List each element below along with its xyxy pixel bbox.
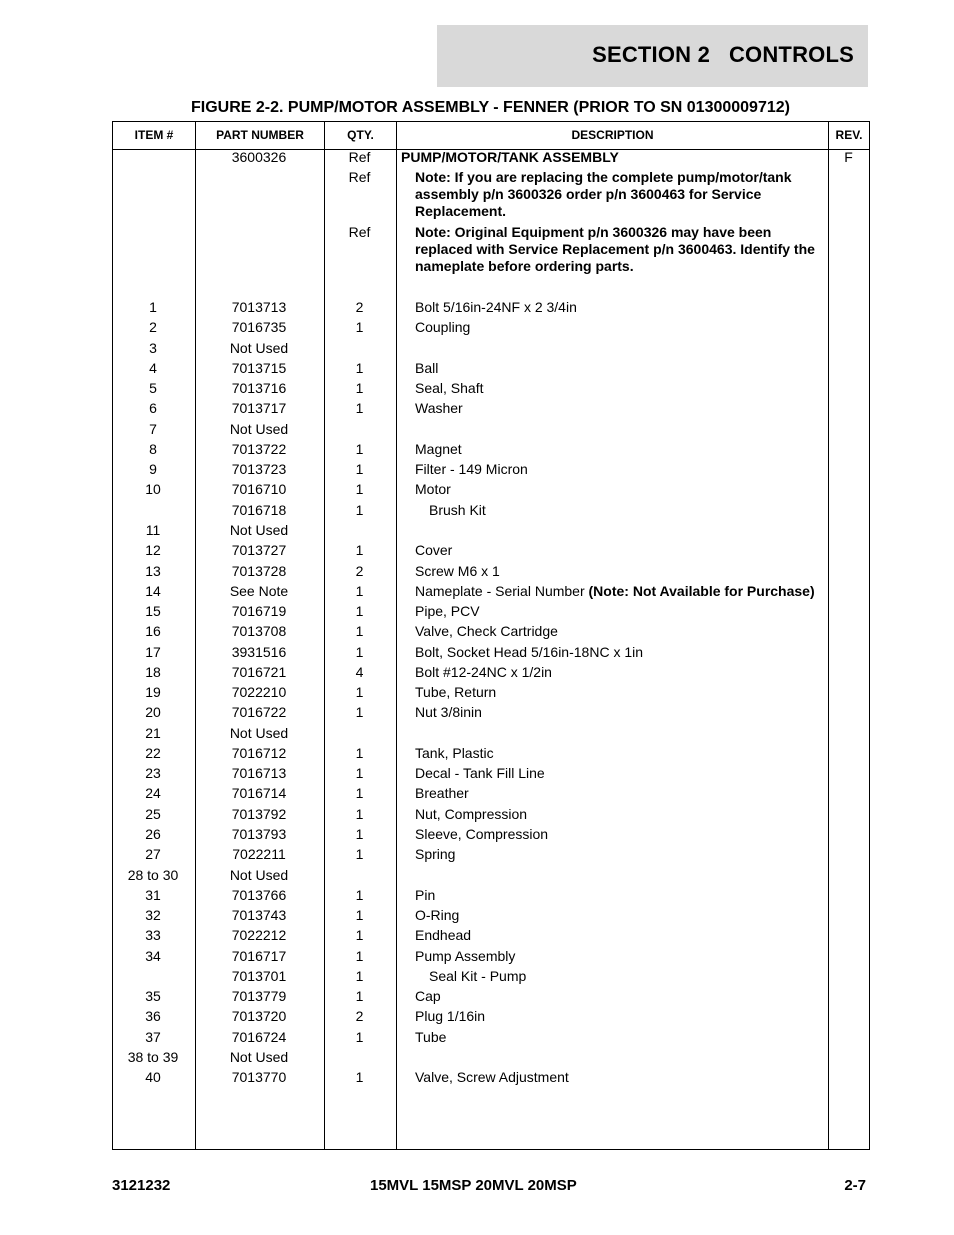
item-number: 7	[149, 421, 157, 437]
item-number: 20	[145, 704, 161, 720]
part-number: See Note	[229, 583, 289, 599]
description-text: Motor	[415, 481, 451, 497]
description	[415, 542, 825, 558]
part-number: 7013701	[231, 968, 287, 984]
part-number: 7016735	[231, 319, 287, 335]
footer-page-number: 2-7	[844, 1177, 866, 1194]
description	[415, 684, 825, 700]
part-number: 7016724	[231, 1029, 287, 1045]
header-description: DESCRIPTION	[571, 128, 654, 142]
quantity: 1	[355, 623, 364, 639]
description-text: Valve, Check Cartridge	[415, 623, 558, 639]
description	[415, 785, 825, 801]
assembly-part-number: 3600326	[231, 149, 287, 165]
part-number: 7013779	[231, 988, 287, 1004]
description-text: Washer	[415, 400, 463, 416]
description	[415, 806, 825, 822]
quantity: 1	[355, 400, 364, 416]
part-number: 7016722	[231, 704, 287, 720]
description-text: Coupling	[415, 319, 471, 335]
description	[415, 887, 825, 903]
item-number: 10	[145, 481, 161, 497]
description-text: Cap	[415, 988, 441, 1004]
description-text: Sleeve, Compression	[415, 826, 549, 842]
description-text: Endhead	[415, 927, 472, 943]
description	[415, 360, 825, 376]
part-number: 7016713	[231, 765, 287, 781]
item-number: 24	[145, 785, 161, 801]
item-number: 4	[149, 360, 157, 376]
quantity: 1	[355, 1029, 364, 1045]
description-text: Valve, Screw Adjustment	[415, 1069, 569, 1085]
part-number: 3931516	[231, 644, 287, 660]
item-number: 34	[145, 948, 161, 964]
item-number: 28 to 30	[127, 867, 179, 883]
description-text: Nut, Compression	[415, 806, 528, 822]
part-number: 7013715	[231, 360, 287, 376]
note-qty: Ref	[348, 169, 371, 185]
description-text: Plug 1/16in	[415, 1008, 486, 1024]
quantity: 1	[355, 826, 364, 842]
quantity: 1	[355, 968, 364, 984]
item-number: 18	[145, 664, 161, 680]
description-text: Nut 3/8inin	[415, 704, 482, 720]
section-header-box	[437, 25, 868, 87]
part-number: 7013723	[231, 461, 287, 477]
quantity: 1	[355, 765, 364, 781]
part-number: 7013722	[231, 441, 287, 457]
part-number: 7016710	[231, 481, 287, 497]
item-number: 23	[145, 765, 161, 781]
part-number: 7022211	[232, 846, 286, 862]
description-text: Screw M6 x 1	[415, 563, 500, 579]
note-text: Note: If you are replacing the complete pump/motor/tank assembly p/n 3600326 order p/n 3600463 for Service Replacement.	[415, 169, 792, 219]
item-number: 38 to 39	[127, 1049, 179, 1065]
description	[415, 380, 825, 396]
part-number: Not Used	[229, 421, 289, 437]
part-number: 7016717	[231, 948, 287, 964]
footer-models: 15MVL 15MSP 20MVL 20MSP	[370, 1177, 577, 1194]
quantity: 1	[355, 948, 364, 964]
description	[415, 1069, 825, 1085]
part-number: Not Used	[229, 867, 289, 883]
description	[415, 948, 825, 964]
part-number: 7022212	[231, 927, 287, 943]
quantity: 1	[355, 1069, 364, 1085]
description-text: Pin	[415, 887, 436, 903]
description	[415, 826, 825, 842]
description	[415, 603, 825, 619]
quantity: 1	[355, 441, 364, 457]
item-number: 8	[149, 441, 157, 457]
part-number: 7013770	[231, 1069, 287, 1085]
quantity: 2	[355, 1008, 364, 1024]
quantity: 1	[355, 583, 364, 599]
footer-doc-number: 3121232	[112, 1177, 171, 1194]
part-number: 7016714	[231, 785, 287, 801]
description-text: Ball	[415, 360, 439, 376]
description-text: Magnet	[415, 441, 462, 457]
description-text: Spring	[415, 846, 456, 862]
item-number: 5	[149, 380, 157, 396]
item-number: 3	[149, 340, 157, 356]
description	[415, 644, 825, 660]
description	[429, 968, 839, 984]
description	[415, 1029, 825, 1045]
part-number: 7013713	[231, 299, 287, 315]
description	[415, 745, 825, 761]
item-number: 17	[145, 644, 161, 660]
description-text: Seal, Shaft	[415, 380, 484, 396]
item-number: 21	[145, 725, 161, 741]
description	[415, 907, 825, 923]
item-number: 13	[145, 563, 161, 579]
part-number: Not Used	[229, 340, 289, 356]
description-text: Decal - Tank Fill Line	[415, 765, 545, 781]
description-text: Cover	[415, 542, 453, 558]
description-text: Seal Kit - Pump	[429, 968, 527, 984]
item-number: 35	[145, 988, 161, 1004]
item-number: 16	[145, 623, 161, 639]
description	[415, 765, 825, 781]
header-item: ITEM #	[134, 128, 174, 142]
description-note: (Note: Not Available for Purchase)	[588, 583, 815, 599]
description-text: O-Ring	[415, 907, 460, 923]
part-number: 7016718	[231, 502, 287, 518]
column-divider	[828, 122, 829, 1149]
header-part-number: PART NUMBER	[216, 128, 304, 142]
item-number: 31	[145, 887, 161, 903]
description	[415, 481, 825, 497]
part-number: 7013708	[231, 623, 287, 639]
item-number: 36	[145, 1008, 161, 1024]
quantity: 1	[355, 684, 364, 700]
quantity: 1	[355, 360, 364, 376]
quantity: 1	[355, 502, 364, 518]
quantity: 1	[355, 461, 364, 477]
part-number: 7013717	[231, 400, 287, 416]
section-title: SECTION 2 CONTROLS	[592, 42, 854, 67]
description	[415, 846, 825, 862]
description-text: Bolt, Socket Head 5/16in-18NC x 1in	[415, 644, 644, 660]
assembly-rev: F	[844, 149, 853, 165]
item-number: 37	[145, 1029, 161, 1045]
assembly-qty: Ref	[348, 149, 371, 165]
description-text: Bolt #12-24NC x 1/2in	[415, 664, 552, 680]
item-number: 25	[145, 806, 161, 822]
quantity: 1	[355, 846, 364, 862]
description	[415, 623, 825, 639]
item-number: 14	[145, 583, 161, 599]
description	[415, 988, 825, 1004]
description	[415, 704, 825, 720]
item-number: 27	[145, 846, 161, 862]
quantity: 1	[355, 481, 364, 497]
item-number: 12	[145, 542, 161, 558]
description-text: Tank, Plastic	[415, 745, 494, 761]
description-text: Pump Assembly	[415, 948, 516, 964]
note-text: Note: Original Equipment p/n 3600326 may have been replaced with Service Replacement p/n 3600463. Identify the nameplate before ordering parts.	[415, 224, 815, 274]
part-number: 7022210	[231, 684, 287, 700]
item-number: 11	[145, 522, 161, 538]
description-text: Tube, Return	[415, 684, 497, 700]
assembly-description: PUMP/MOTOR/TANK ASSEMBLY	[401, 149, 619, 165]
part-number: 7016719	[231, 603, 287, 619]
description-text: Breather	[415, 785, 469, 801]
description	[415, 299, 825, 315]
quantity: 1	[355, 704, 364, 720]
description-text: Tube	[415, 1029, 447, 1045]
quantity: 1	[355, 542, 364, 558]
part-number: Not Used	[229, 725, 289, 741]
quantity: 1	[355, 785, 364, 801]
part-number: 7016721	[231, 664, 287, 680]
description	[429, 502, 839, 518]
item-number: 9	[149, 461, 157, 477]
part-number: 7013720	[231, 1008, 287, 1024]
figure-title: FIGURE 2-2. PUMP/MOTOR ASSEMBLY - FENNER (PRIOR TO SN 01300009712)	[191, 99, 790, 116]
part-number: 7013792	[231, 806, 287, 822]
quantity: 1	[355, 927, 364, 943]
description-text: Brush Kit	[429, 502, 486, 518]
item-number: 33	[145, 927, 161, 943]
part-number: 7016712	[231, 745, 287, 761]
description	[415, 583, 825, 599]
quantity: 1	[355, 745, 364, 761]
quantity: 4	[355, 664, 364, 680]
part-number: Not Used	[229, 1049, 289, 1065]
description	[415, 441, 825, 457]
description	[415, 461, 825, 477]
description-text: Filter - 149 Micron	[415, 461, 528, 477]
quantity: 2	[355, 563, 364, 579]
item-number: 32	[145, 907, 161, 923]
part-number: 7013728	[231, 563, 287, 579]
description	[415, 927, 825, 943]
quantity: 1	[355, 644, 364, 660]
description	[415, 563, 825, 579]
part-number: Not Used	[229, 522, 289, 538]
quantity: 1	[355, 319, 364, 335]
header-rev: REV.	[835, 128, 863, 142]
part-number: 7013766	[231, 887, 287, 903]
part-number: 7013716	[231, 380, 287, 396]
description-text: Pipe, PCV	[415, 603, 480, 619]
part-number: 7013743	[231, 907, 287, 923]
description	[415, 1008, 825, 1024]
quantity: 1	[355, 988, 364, 1004]
description-text: Bolt 5/16in-24NF x 2 3/4in	[415, 299, 577, 315]
description	[415, 400, 825, 416]
item-number: 19	[145, 684, 161, 700]
item-number: 15	[145, 603, 161, 619]
description	[415, 664, 825, 680]
item-number: 6	[149, 400, 157, 416]
item-number: 2	[149, 319, 157, 335]
column-divider	[396, 122, 397, 1149]
part-number: 7013727	[231, 542, 287, 558]
item-number: 22	[145, 745, 161, 761]
quantity: 1	[355, 380, 364, 396]
quantity: 1	[355, 907, 364, 923]
item-number: 1	[149, 299, 157, 315]
quantity: 2	[355, 299, 364, 315]
header-qty: QTY.	[347, 128, 374, 142]
quantity: 1	[355, 887, 364, 903]
description	[415, 319, 825, 335]
item-number: 26	[145, 826, 161, 842]
quantity: 1	[355, 806, 364, 822]
note-qty: Ref	[348, 224, 371, 240]
part-number: 7013793	[231, 826, 287, 842]
item-number: 40	[145, 1069, 161, 1085]
description-text: Nameplate - Serial Number	[415, 583, 589, 599]
quantity: 1	[355, 603, 364, 619]
